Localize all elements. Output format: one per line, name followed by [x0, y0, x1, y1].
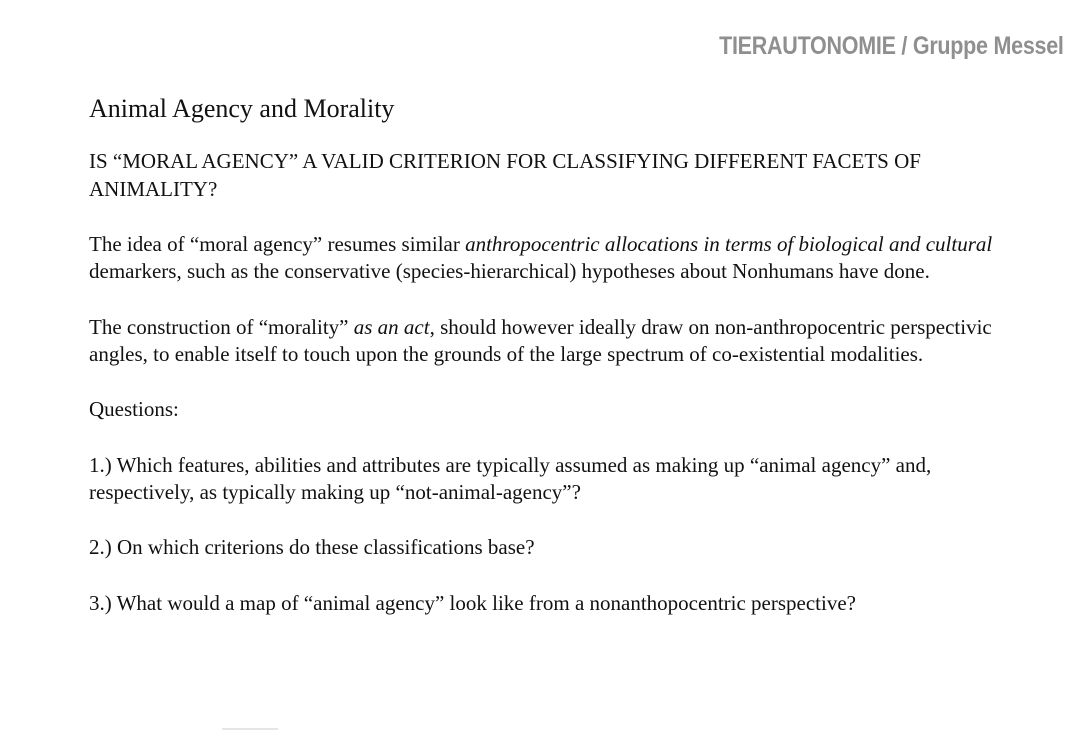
footer-divider	[222, 728, 278, 730]
paragraph-moral-agency-italic: anthropocentric allocations in terms of biological and cultural	[465, 231, 993, 256]
paragraph-morality-construction	[89, 314, 1029, 369]
section-heading: IS “MORAL AGENCY” A VALID CRITERION FOR CLASSIFYING DIFFERENT FACETS OF ANIMALITY?	[89, 149, 921, 201]
questions-label: Questions:	[89, 397, 179, 422]
document-title: Animal Agency and Morality	[89, 94, 395, 123]
document-body	[89, 93, 1029, 645]
paragraph-morality-text-a: The construction of “morality”	[89, 314, 354, 339]
paragraph-moral-agency-text-c: demarkers, such as the conservative (species-hierarchical) hypotheses about Nonhumans have done.	[89, 259, 930, 284]
paragraph-morality-italic: as an act	[353, 314, 430, 339]
header-brand: TIERAUTONOMIE / Gruppe Messel	[719, 32, 1064, 60]
paragraph-moral-agency	[89, 231, 1029, 286]
question-item-1: 1.) Which features, abilities and attributes are typically assumed as making up “animal agency” and, respectively, as typically making up “not-animal-agency”?	[89, 452, 932, 505]
paragraph-moral-agency-text-a: The idea of “moral agency” resumes similar	[89, 231, 466, 256]
paragraph-morality-text-c: , should however ideally draw on non-anthropocentric perspectivic angles, to enable itself to touch upon the grounds of the large spectrum of co-existential modalities.	[89, 314, 992, 367]
question-item-2: 2.) On which criterions do these classifications base?	[89, 535, 535, 560]
question-item-3: 3.) What would a map of “animal agency” look like from a nonanthopocentric perspective?	[89, 590, 856, 615]
